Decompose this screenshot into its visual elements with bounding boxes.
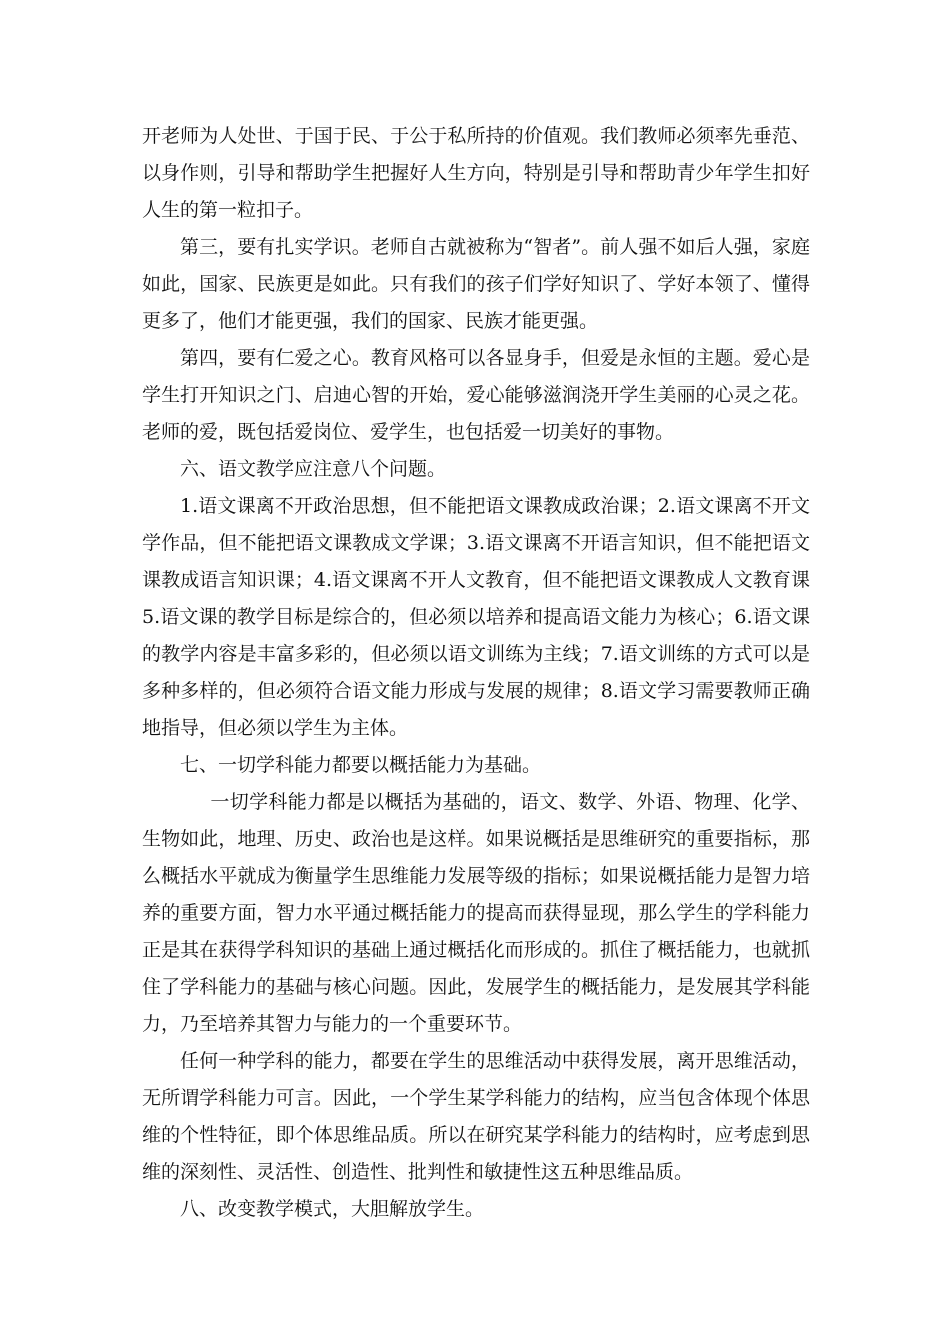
paragraph-generalization-ability: 一切学科能力都是以概括为基础的，语文、数学、外语、物理、化学、生物如此，地理、历史、政治也是这样。如果说概括是思维研究的重要指标，那么概括水平就成为衡量学生思维能力发展等级的指标；如果说概括能力是智力培养的重要方面，智力水平通过概括能力的提高而获得显现，那么学生的学科能力正是其在获得学科知识的基础上通过概括化而形成的。抓住了概括能力，也就抓住了学科能力的基础与核心问题。因此，发展学生的概括能力，是发展其学科能力，乃至培养其智力与能力的一个重要环节。	[142, 791, 810, 1035]
paragraph-benevolent-heart: 第四，要有仁爱之心。教育风格可以各显身手，但爱是永恒的主题。爱心是学生打开知识之门、启迪心智的开始，爱心能够滋润浇开学生美丽的心灵之花。老师的爱，既包括爱岗位、爱学生，也包括爱一切美好的事物。	[142, 347, 810, 443]
paragraph-eight-issues: 1.语文课离不开政治思想，但不能把语文课教成政治课；2.语文课离不开文学作品，但不能把语文课教成文学课；3.语文课离不开语言知识，但不能把语文课教成语言知识课；4.语文课离不开人文教育，但不能把语文课教成人文教育课5.语文课的教学目标是综合的，但必须以培养和提高语文能力为核心；6.语文课的教学内容是丰富多彩的，但必须以语文训练为主线；7.语文训练的方式可以是多种多样的，但必须符合语文能力形成与发展的规律；8.语文学习需要教师正确地指导，但必须以学生为主体。	[142, 495, 810, 739]
paragraph-solid-knowledge: 第三，要有扎实学识。老师自古就被称为“智者”。前人强不如后人强，家庭如此，国家、民族更是如此。只有我们的孩子们学好知识了、学好本领了、懂得更多了，他们才能更强，我们的国家、民族才能更强。	[142, 236, 810, 332]
heading-section-six: 六、语文教学应注意八个问题。	[180, 458, 447, 480]
heading-section-eight: 八、改变教学模式，大胆解放学生。	[180, 1198, 485, 1220]
document-body	[142, 118, 810, 1228]
paragraph-values-continuation: 开老师为人处世、于国于民、于公于私所持的价值观。我们教师必须率先垂范、以身作则，引导和帮助学生把握好人生方向，特别是引导和帮助青少年学生扣好人生的第一粒扣子。	[142, 125, 810, 221]
paragraph-thinking-qualities: 任何一种学科的能力，都要在学生的思维活动中获得发展，离开思维活动，无所谓学科能力可言。因此，一个学生某学科能力的结构，应当包含体现个体思维的个性特征，即个体思维品质。所以在研究某学科能力的结构时，应考虑到思维的深刻性、灵活性、创造性、批判性和敏捷性这五种思维品质。	[142, 1050, 810, 1183]
heading-section-seven: 七、一切学科能力都要以概括能力为基础。	[180, 754, 542, 776]
